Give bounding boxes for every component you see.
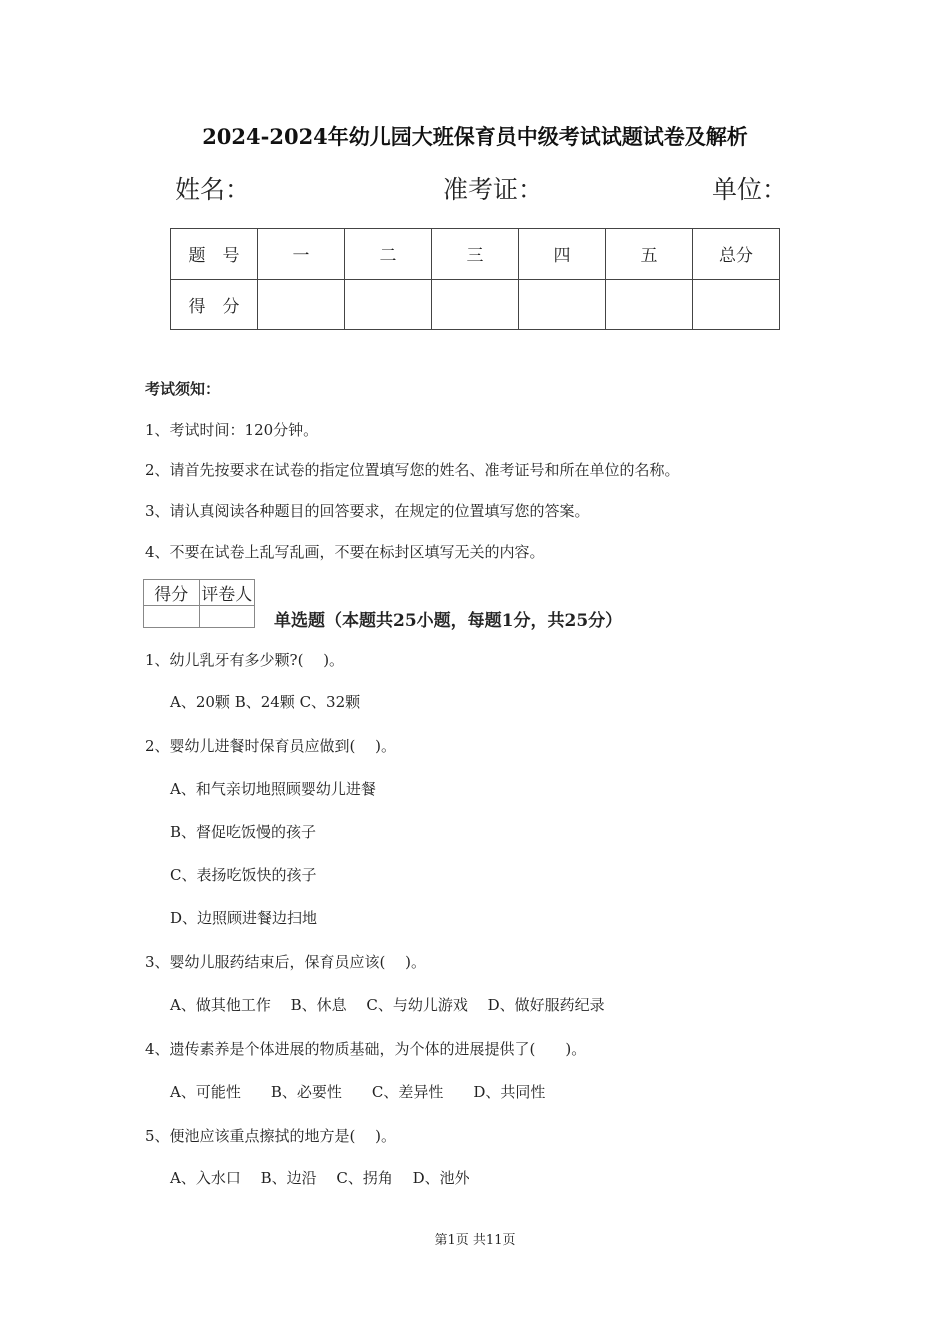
score-table-header-cell: 五 (606, 229, 693, 280)
grader-name-label: 评卷人 (199, 580, 255, 606)
score-table-header-cell: 总分 (693, 229, 780, 280)
notice-item: 4、不要在试卷上乱写乱画，不要在标封区填写无关的内容。 (145, 543, 545, 561)
score-cell[interactable] (519, 279, 606, 330)
question-option: A、做其他工作 B、休息 C、与幼儿游戏 D、做好服药纪录 (170, 996, 605, 1014)
question-stem: 5、便池应该重点擦拭的地方是( )。 (145, 1127, 397, 1145)
question-option: A、入水口 B、边沿 C、拐角 D、池外 (170, 1169, 470, 1187)
score-table-header-cell: 一 (258, 229, 345, 280)
question-option: A、20颗 B、24颗 C、32颗 (170, 693, 361, 711)
score-table-header-cell: 二 (345, 229, 432, 280)
page-title: 2024-2024年幼儿园大班保育员中级考试试题试卷及解析 (202, 124, 748, 149)
score-table-header-cell: 三 (432, 229, 519, 280)
notice-item: 1、考试时间：120分钟。 (145, 421, 319, 439)
score-cell[interactable] (432, 279, 519, 330)
question-stem: 2、婴幼儿进餐时保育员应做到( )。 (145, 737, 397, 755)
score-table-header-cell: 题 号 (171, 229, 258, 280)
question-stem: 1、幼儿乳牙有多少颗?( )。 (145, 651, 345, 669)
score-row-label: 得 分 (171, 279, 258, 330)
exam-id-label: 准考证： (443, 175, 544, 204)
question-option: D、边照顾进餐边扫地 (170, 909, 318, 927)
score-table-header-row (171, 229, 780, 280)
notice-item: 3、请认真阅读各种题目的回答要求，在规定的位置填写您的答案。 (145, 502, 590, 520)
question-option: B、督促吃饭慢的孩子 (170, 823, 317, 841)
question-stem: 4、遗传素养是个体进展的物质基础，为个体的进展提供了( )。 (145, 1040, 587, 1058)
score-cell[interactable] (258, 279, 345, 330)
grader-box (143, 579, 255, 628)
question-stem: 3、婴幼儿服药结束后，保育员应该( )。 (145, 953, 427, 971)
question-option: C、表扬吃饭快的孩子 (170, 866, 317, 884)
grader-name-cell[interactable] (199, 606, 255, 628)
name-label: 姓名： (175, 175, 251, 204)
notice-item: 2、请首先按要求在试卷的指定位置填写您的姓名、准考证号和所在单位的名称。 (145, 461, 680, 479)
score-table-header-cell: 四 (519, 229, 606, 280)
page-footer: 第1页 共11页 (434, 1233, 516, 1248)
score-cell[interactable] (345, 279, 432, 330)
unit-label: 单位： (712, 175, 788, 204)
question-option: A、可能性 B、必要性 C、差异性 D、共同性 (170, 1083, 546, 1101)
score-cell[interactable] (693, 279, 780, 330)
score-table-score-row (171, 279, 780, 330)
question-option: A、和气亲切地照顾婴幼儿进餐 (170, 780, 376, 798)
grader-score-cell[interactable] (144, 606, 200, 628)
section-title: 单选题（本题共25小题，每题1分，共25分） (274, 611, 623, 631)
notice-heading: 考试须知： (145, 380, 221, 398)
score-cell[interactable] (606, 279, 693, 330)
grader-score-label: 得分 (144, 580, 200, 606)
score-table (170, 228, 780, 330)
